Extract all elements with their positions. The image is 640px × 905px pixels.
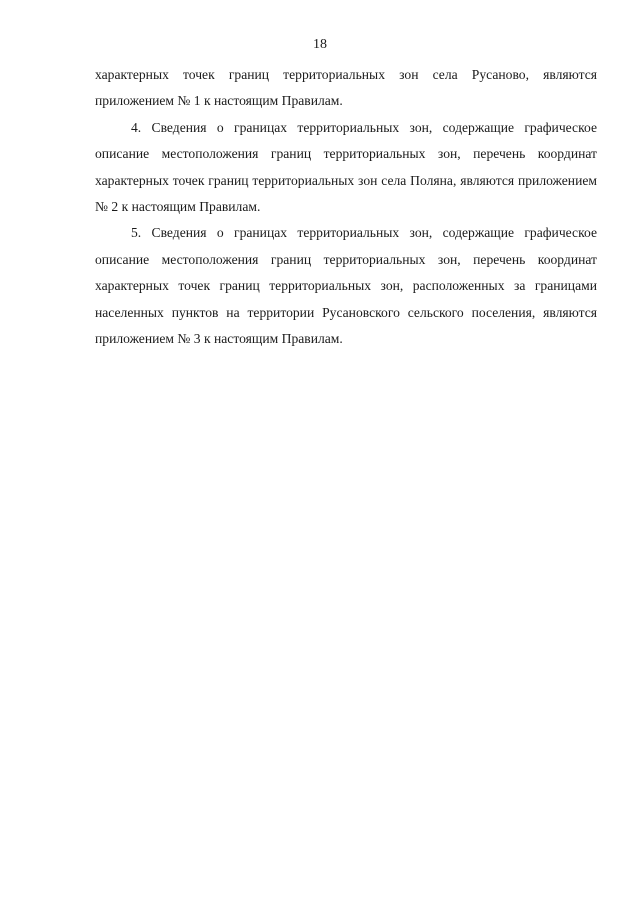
document-body [95,62,597,352]
paragraph-item-5: 5. Сведения о границах территориальных зон, содержащие графическое описание местоположения границ территориальных зон, перечень координат характерных точек границ территориальных зон, расположенных за границами населенных пунктов на территории Русановского сельского поселения, являются приложением № 3 к настоящим Правилам. [95,225,597,347]
paragraph-continuation: характерных точек границ территориальных зон села Русаново, являются приложением № 1 к настоящим Правилам. [95,67,597,109]
paragraph-item-4: 4. Сведения о границах территориальных зон, содержащие графическое описание местоположения границ территориальных зон, перечень координат характерных точек границ территориальных зон села Поляна, являются приложением № 2 к настоящим Правилам. [95,119,597,215]
page-number: 18 [313,37,327,52]
